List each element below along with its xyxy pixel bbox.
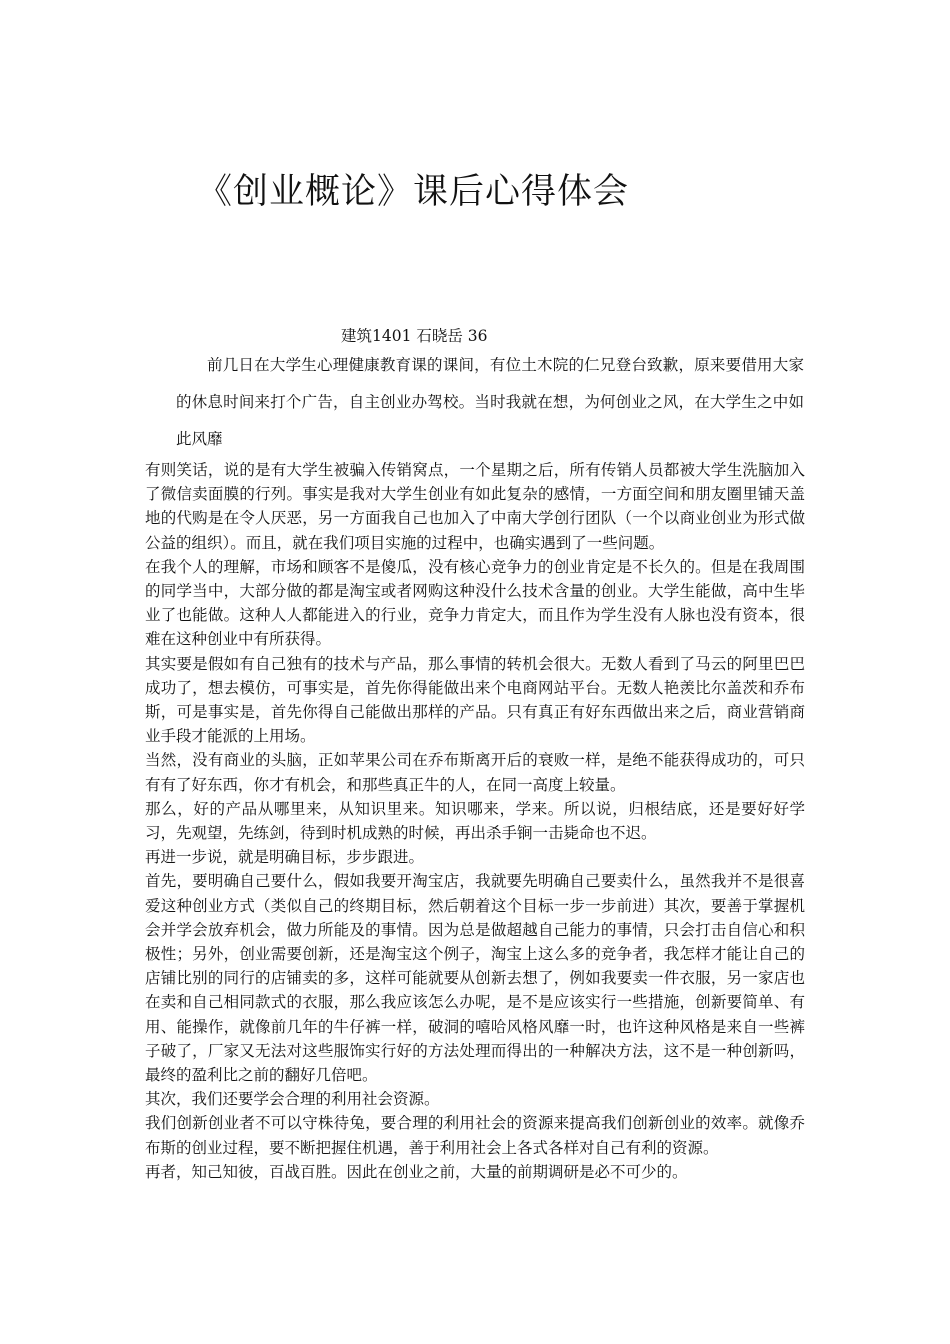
body-paragraph: 有则笑话，说的是有大学生被骗入传销窝点，一个星期之后，所有传销人员都被大学生洗脑加入了微信卖面膜的行列。事实是我对大学生创业有如此复杂的感情，一方面空间和朋友圈里铺天盖地的代购是在令人厌恶，另一方面我自己也加入了中南大学创行团队（一个以商业创业为形式做公益的组织）。而且，就在我们项目实施的过程中，也确实遇到了一些问题。 [145, 461, 805, 552]
body-paragraph: 在我个人的理解，市场和顾客不是傻瓜，没有核心竞争力的创业肯定是不长久的。但是在我周围的同学当中，大部分做的都是淘宝或者网购这种没什么技术含量的创业。大学生能做，高中生毕业了也能做。这种人人都能进入的行业，竞争力肯定大，而且作为学生没有人脉也没有资本，很难在这种创业中有所获得。 [145, 557, 805, 649]
body-paragraph: 当然，没有商业的头脑，正如苹果公司在乔布斯离开后的衰败一样，是绝不能获得成功的，可只有有了好东西，你才有机会，和那些真正牛的人，在同一高度上较量。 [145, 751, 805, 794]
body-paragraph: 那么，好的产品从哪里来，从知识里来。知识哪来，学来。所以说，归根结底，还是要好好学习，先观望，先练剑，待到时机成熟的时候，再出杀手锏一击毙命也不迟。 [145, 799, 805, 843]
body-paragraph: 我们创新创业者不可以守株待兔，要合理的利用社会的资源来提高我们创新创业的效率。就像乔布斯的创业过程，要不断把握住机遇，善于利用社会上各式各样对自己有利的资源。 [145, 1114, 805, 1157]
body-paragraph: 再者，知己知彼，百战百胜。因此在创业之前，大量的前期调研是必不可少的。 [145, 1162, 688, 1181]
body-paragraph: 首先，要明确自己要什么，假如我要开淘宝店，我就要先明确自己要卖什么，虽然我并不是很喜爱这种创业方式（类似自己的终期目标，然后朝着这个目标一步一步前进）其次，要善于掌握机会并学会放弃机会，做力所能及的事情。因为总是做超越自己能力的事情，只会打击自信心和积极性；另外，创业需要创新，还是淘宝这个例子，淘宝上这么多的竞争者，我怎样才能让自己的店铺比别的同行的店铺卖的多，这样可能就要从创新去想了，例如我要卖一件衣服，另一家店也在卖和自己相同款式的衣服，那么我应该怎么办呢，是不是应该实行一些措施，创新要简单、有用、能操作，就像前几年的牛仔裤一样，破洞的嘻哈风格风靡一时，也许这种风格是来自一些裤子破了，厂家又无法对这些服饰实行好的方法处理而得出的一种解决方法，这不是一种创新吗，最终的盈利比之前的翻好几倍吧。 [145, 872, 805, 1085]
body-paragraph: 其实要是假如有自己独有的技术与产品，那么事情的转机会很大。无数人看到了马云的阿里巴巴成功了，想去模仿，可事实是，首先你得能做出来个电商网站平台。无数人艳羡比尔盖茨和乔布斯，可是事实是，首先你得自己能做出那样的产品。只有真正有好东西做出来之后，商业营销商业手段才能派的上用场。 [145, 654, 805, 746]
body-paragraph: 再进一步说，就是明确目标，步步跟进。 [145, 848, 425, 867]
document-title: 《创业概论》课后心得体会 [197, 172, 630, 212]
author-line: 建筑1401 石晓岳 36 [341, 327, 488, 345]
intro-paragraph: 前几日在大学生心理健康教育课的课间，有位土木院的仁兄登台致歉，原来要借用大家的休息时间来打个广告，自主创业办驾校。当时我就在想，为何创业之风，在大学生之中如此风靡 [176, 356, 804, 448]
document-body [145, 458, 805, 1184]
body-paragraph: 其次，我们还要学会合理的利用社会资源。 [145, 1090, 440, 1109]
